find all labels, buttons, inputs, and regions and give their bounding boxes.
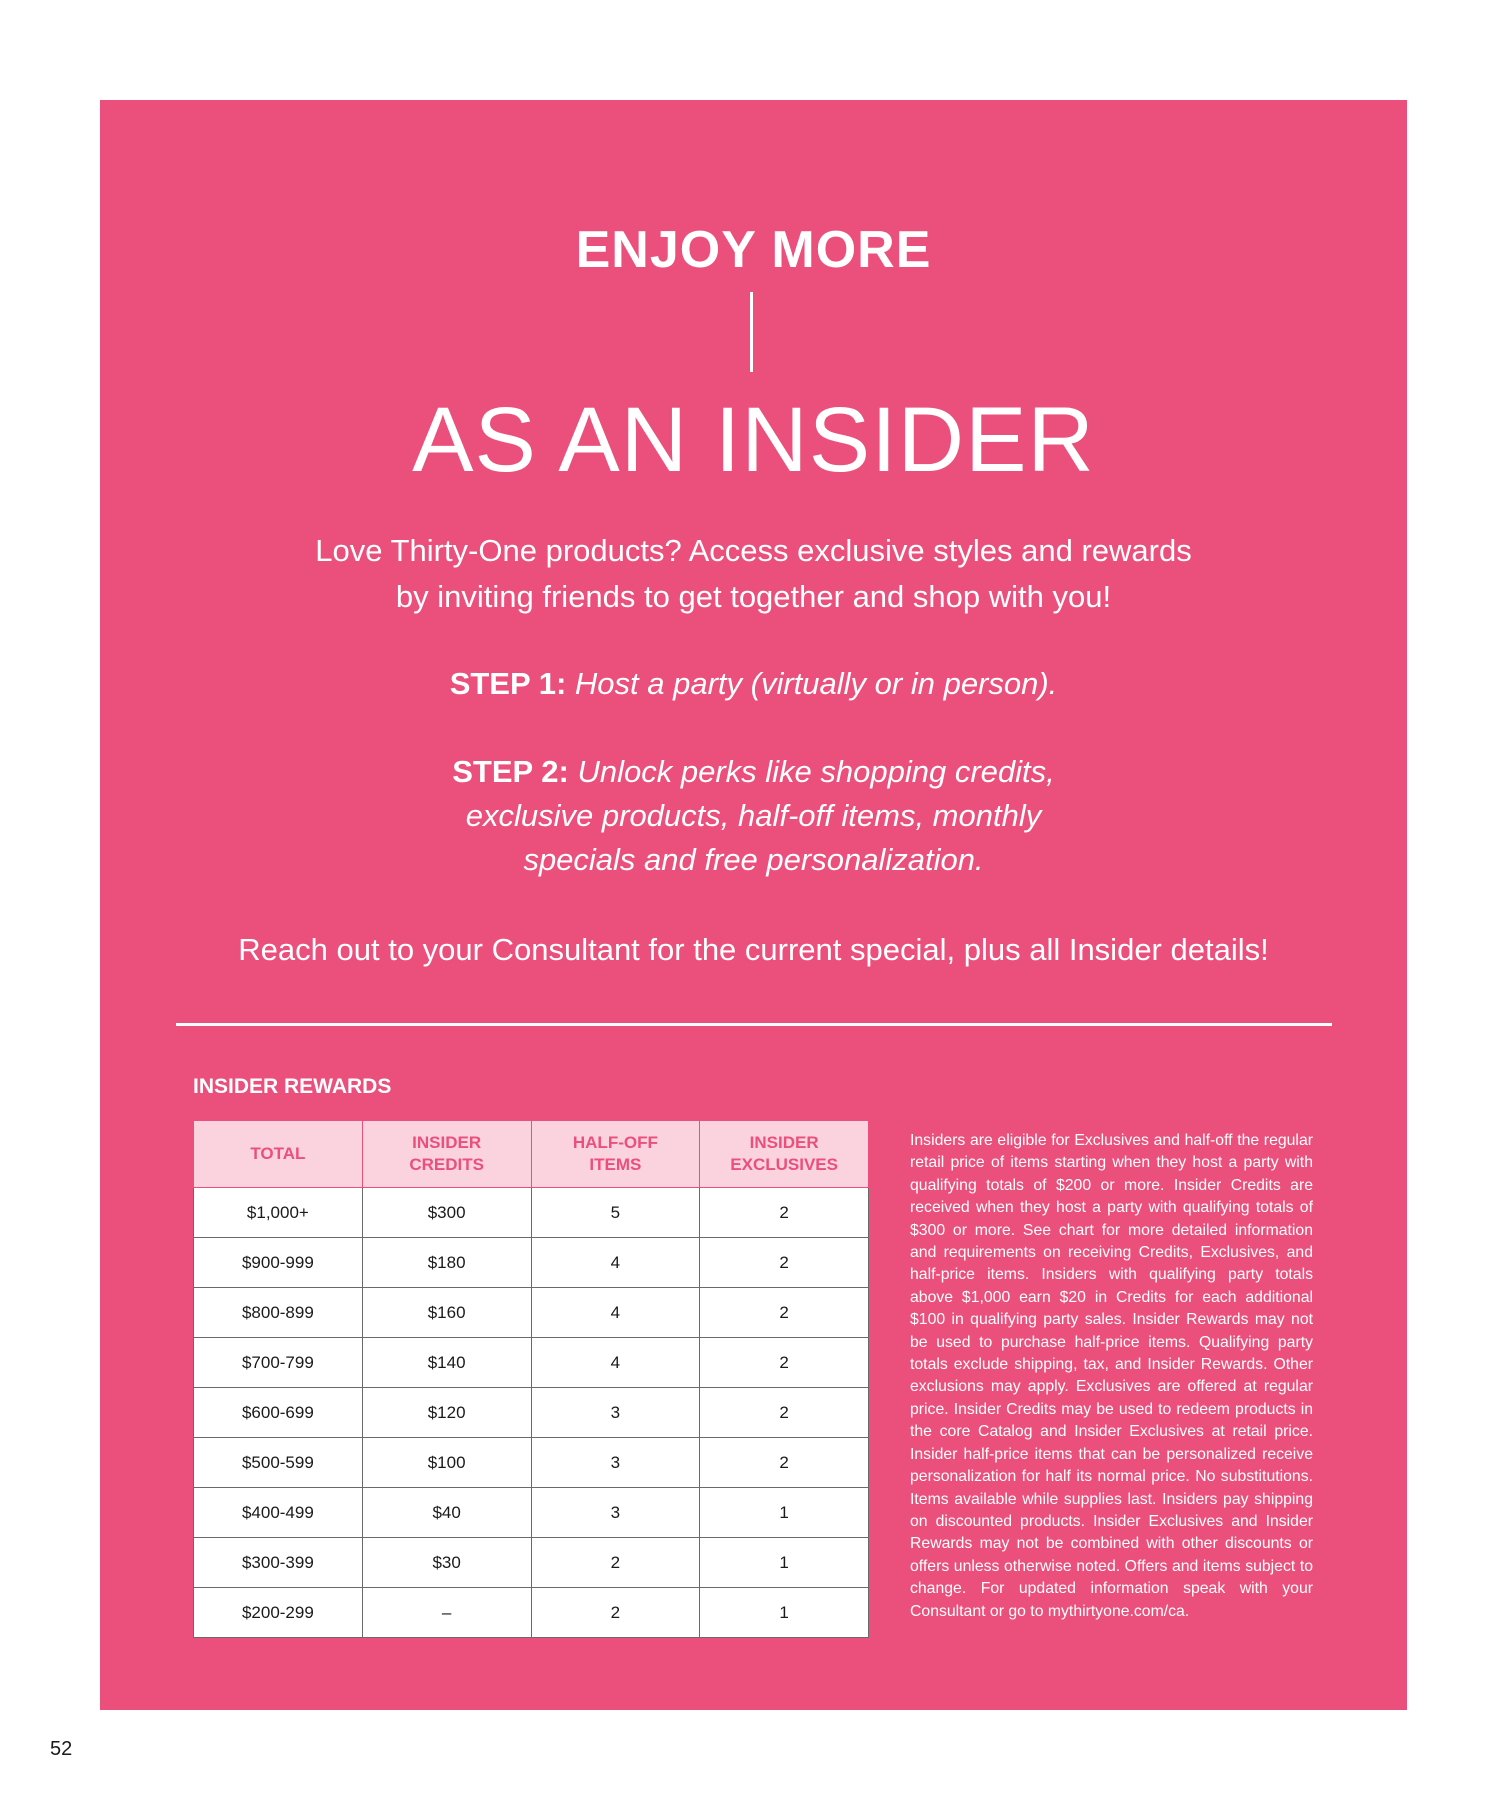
header-insider-exclusives <box>700 1121 869 1188</box>
cell-credits: $300 <box>362 1188 531 1238</box>
insider-panel <box>100 100 1407 1710</box>
table-row <box>194 1188 869 1238</box>
section-divider <box>176 1023 1332 1026</box>
cell-half-off: 3 <box>531 1388 700 1438</box>
cell-exclusives: 2 <box>700 1438 869 1488</box>
cell-half-off: 5 <box>531 1188 700 1238</box>
cell-credits: $30 <box>362 1538 531 1588</box>
header-half-off-items-line-2: ITEMS <box>589 1155 642 1174</box>
cell-total: $600-699 <box>194 1388 363 1438</box>
legal-disclaimer: Insiders are eligible for Exclusives and half-off the regular retail price of items starting when they host a party with qualifying totals of $200 or more. Insider Credits are received when they host a party with qualifying totals of $300 or more. See chart for more detailed information and requirements on receiving Credits, Exclusives, and half-price items. Insiders with qualifying party totals above $1,000 earn $20 in Credits for each additional $100 in qualifying party sales. Insider Rewards may not be used to purchase half-price items. Qualifying party totals exclude shipping, tax, and Insider Rewards. Other exclusions may apply. Exclusives are offered at regular price. Insider Credits may be used to redeem products in the core Catalog and Insider Exclusives at retail price. Insider half-price items that can be personalized receive personalization for half its normal price. No substitutions. Items available while supplies last. Insiders pay shipping on discounted products. Insider Exclusives and Insider Rewards may not be combined with other discounts or offers unless otherwise noted. Offers and items subject to change. For updated information speak with your Consultant or go to mythirtyone.com/ca. <box>910 1132 1313 1620</box>
cell-half-off: 2 <box>531 1538 700 1588</box>
table-row <box>194 1388 869 1438</box>
cell-half-off: 3 <box>531 1438 700 1488</box>
cell-credits: $160 <box>362 1288 531 1338</box>
step-2-text-line-3: specials and free personalization. <box>523 842 984 877</box>
cell-total: $300-399 <box>194 1538 363 1588</box>
header-insider-exclusives-line-2: EXCLUSIVES <box>730 1155 838 1174</box>
step-1 <box>100 662 1407 706</box>
cell-credits: $140 <box>362 1338 531 1388</box>
cell-exclusives: 1 <box>700 1538 869 1588</box>
cell-exclusives: 2 <box>700 1188 869 1238</box>
header-half-off-items <box>531 1121 700 1188</box>
header-insider-exclusives-line-1: INSIDER <box>749 1133 819 1152</box>
cell-half-off: 3 <box>531 1488 700 1538</box>
cell-total: $500-599 <box>194 1438 363 1488</box>
step-1-label: STEP 1: <box>449 666 567 701</box>
reach-out-text: Reach out to your Consultant for the current special, plus all Insider details! <box>238 932 1269 967</box>
step-1-text: Host a party (virtually or in person). <box>574 666 1058 701</box>
cell-credits: $180 <box>362 1238 531 1288</box>
table-header-row <box>194 1121 869 1188</box>
heading-enjoy-more: ENJOY MORE <box>575 221 932 279</box>
cell-total: $800-899 <box>194 1288 363 1338</box>
intro-line-2: by inviting friends to get together and shop with you! <box>395 579 1112 614</box>
header-total-label: TOTAL <box>250 1144 306 1163</box>
header-total <box>194 1121 363 1188</box>
table-row <box>194 1438 869 1488</box>
cell-credits: $120 <box>362 1388 531 1438</box>
cell-exclusives: 2 <box>700 1238 869 1288</box>
page-number: 52 <box>50 1738 73 1760</box>
header-insider-credits <box>362 1121 531 1188</box>
cell-credits: $100 <box>362 1438 531 1488</box>
step-2-text-line-1: Unlock perks like shopping credits, <box>577 754 1055 789</box>
cell-half-off: 4 <box>531 1338 700 1388</box>
step-2-label: STEP 2: <box>452 754 569 789</box>
header-half-off-items-line-1: HALF-OFF <box>572 1133 658 1152</box>
cell-credits: $40 <box>362 1488 531 1538</box>
insider-rewards-table <box>193 1120 869 1638</box>
cell-total: $700-799 <box>194 1338 363 1388</box>
header-insider-credits-line-2: CREDITS <box>409 1155 484 1174</box>
heading-as-an-insider: AS AN INSIDER <box>412 389 1095 491</box>
table-row <box>194 1588 869 1638</box>
cell-total: $400-499 <box>194 1488 363 1538</box>
intro-line-1: Love Thirty-One products? Access exclusive styles and rewards <box>315 533 1192 568</box>
cell-half-off: 2 <box>531 1588 700 1638</box>
step-2 <box>100 750 1407 882</box>
table-row <box>194 1338 869 1388</box>
table-row <box>194 1488 869 1538</box>
cell-total: $900-999 <box>194 1238 363 1288</box>
cell-exclusives: 2 <box>700 1338 869 1388</box>
step-2-text-line-2: exclusive products, half-off items, monthly <box>465 798 1042 833</box>
heading-divider-line <box>750 292 753 372</box>
rewards-title: INSIDER REWARDS <box>193 1075 392 1098</box>
cell-total: $200-299 <box>194 1588 363 1638</box>
cell-exclusives: 1 <box>700 1488 869 1538</box>
table-row <box>194 1288 869 1338</box>
cell-credits: – <box>362 1588 531 1638</box>
intro-text <box>100 528 1407 620</box>
cell-half-off: 4 <box>531 1288 700 1338</box>
cell-exclusives: 2 <box>700 1388 869 1438</box>
cell-exclusives: 1 <box>700 1588 869 1638</box>
header-insider-credits-line-1: INSIDER <box>412 1133 482 1152</box>
cell-exclusives: 2 <box>700 1288 869 1338</box>
cell-total: $1,000+ <box>194 1188 363 1238</box>
table-row <box>194 1538 869 1588</box>
cell-half-off: 4 <box>531 1238 700 1288</box>
table-row <box>194 1238 869 1288</box>
